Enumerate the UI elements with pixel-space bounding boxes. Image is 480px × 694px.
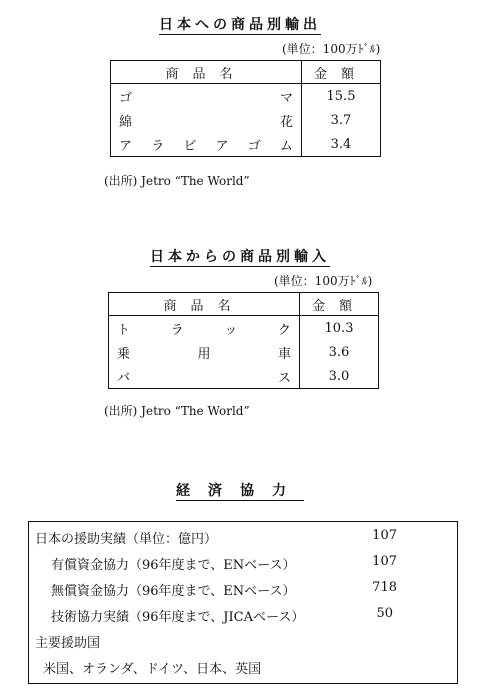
aid-item-label: 技術協力実績（96年度まで、JICAベース） <box>51 610 305 625</box>
exports-title: 日本への商品別輸出 <box>159 17 321 33</box>
aid-item-row <box>29 580 457 602</box>
exports-row <box>111 84 381 109</box>
cooperation-title: 経済協力 <box>176 483 304 499</box>
donors-list: 米国、オランダ、ドイツ、日本、英国 <box>43 662 262 677</box>
imports-table <box>108 292 379 389</box>
item-char: ム <box>279 138 293 154</box>
exports-row <box>111 108 381 132</box>
imports-title: 日本からの商品別輸入 <box>150 249 330 265</box>
exports-header-value: 金額 <box>302 61 381 84</box>
exports-item-name <box>111 132 302 157</box>
exports-table <box>110 60 381 157</box>
aid-item-label: 無償資金協力（96年度まで、ENベース） <box>51 584 296 599</box>
imports-item-value: 10.3 <box>300 316 379 341</box>
item-char: バ <box>117 370 131 386</box>
imports-header-value: 金額 <box>300 293 379 316</box>
item-char: ア <box>119 138 133 154</box>
aid-total-label: 日本の援助実績（単位：億円） <box>35 532 218 547</box>
cooperation-box <box>28 521 458 684</box>
donors-row <box>29 658 457 680</box>
imports-item-name <box>109 364 300 389</box>
exports-header-item: 商品名 <box>111 61 302 84</box>
aid-item-row <box>29 606 457 628</box>
exports-item-value: 3.4 <box>302 132 381 157</box>
imports-item-name <box>109 316 300 341</box>
imports-row <box>109 364 379 389</box>
exports-row <box>111 132 381 157</box>
item-char: ス <box>277 370 291 386</box>
exports-item-value: 3.7 <box>302 108 381 132</box>
aid-total-value: 107 <box>372 528 397 543</box>
aid-item-value: 50 <box>376 606 393 621</box>
aid-item-label: 有償資金協力（96年度まで、ENベース） <box>51 558 296 573</box>
item-char: 綿 <box>119 114 133 130</box>
exports-item-name <box>111 108 302 132</box>
exports-item-name <box>111 84 302 109</box>
aid-item-value: 107 <box>372 554 397 569</box>
donors-label-row <box>29 632 457 654</box>
item-char: 用 <box>197 346 211 362</box>
donors-label: 主要援助国 <box>35 636 101 651</box>
imports-item-value: 3.6 <box>300 340 379 364</box>
item-char: 車 <box>277 346 291 362</box>
imports-unit: (単位：100万ﾄﾞﾙ) <box>274 274 373 288</box>
imports-row <box>109 340 379 364</box>
item-char: ト <box>117 322 131 338</box>
imports-source: (出所) Jetro “The World” <box>104 404 250 418</box>
item-char: マ <box>279 90 293 106</box>
exports-item-value: 15.5 <box>302 84 381 109</box>
imports-row <box>109 316 379 341</box>
imports-item-name <box>109 340 300 364</box>
item-char: ゴ <box>247 138 261 154</box>
exports-unit: (単位：100万ﾄﾞﾙ) <box>282 42 381 56</box>
item-char: ッ <box>224 322 238 338</box>
item-char: ビ <box>183 138 197 154</box>
item-char: 花 <box>279 114 293 130</box>
item-char: ア <box>215 138 229 154</box>
aid-item-value: 718 <box>372 580 397 595</box>
item-char: ラ <box>151 138 165 154</box>
aid-item-row <box>29 554 457 576</box>
aid-total-row <box>29 528 457 550</box>
item-char: ラ <box>170 322 184 338</box>
item-char: ク <box>277 322 291 338</box>
imports-header-item: 商品名 <box>109 293 300 316</box>
item-char: ゴ <box>119 90 133 106</box>
imports-item-value: 3.0 <box>300 364 379 389</box>
exports-source: (出所) Jetro “The World” <box>104 174 250 188</box>
item-char: 乗 <box>117 346 131 362</box>
